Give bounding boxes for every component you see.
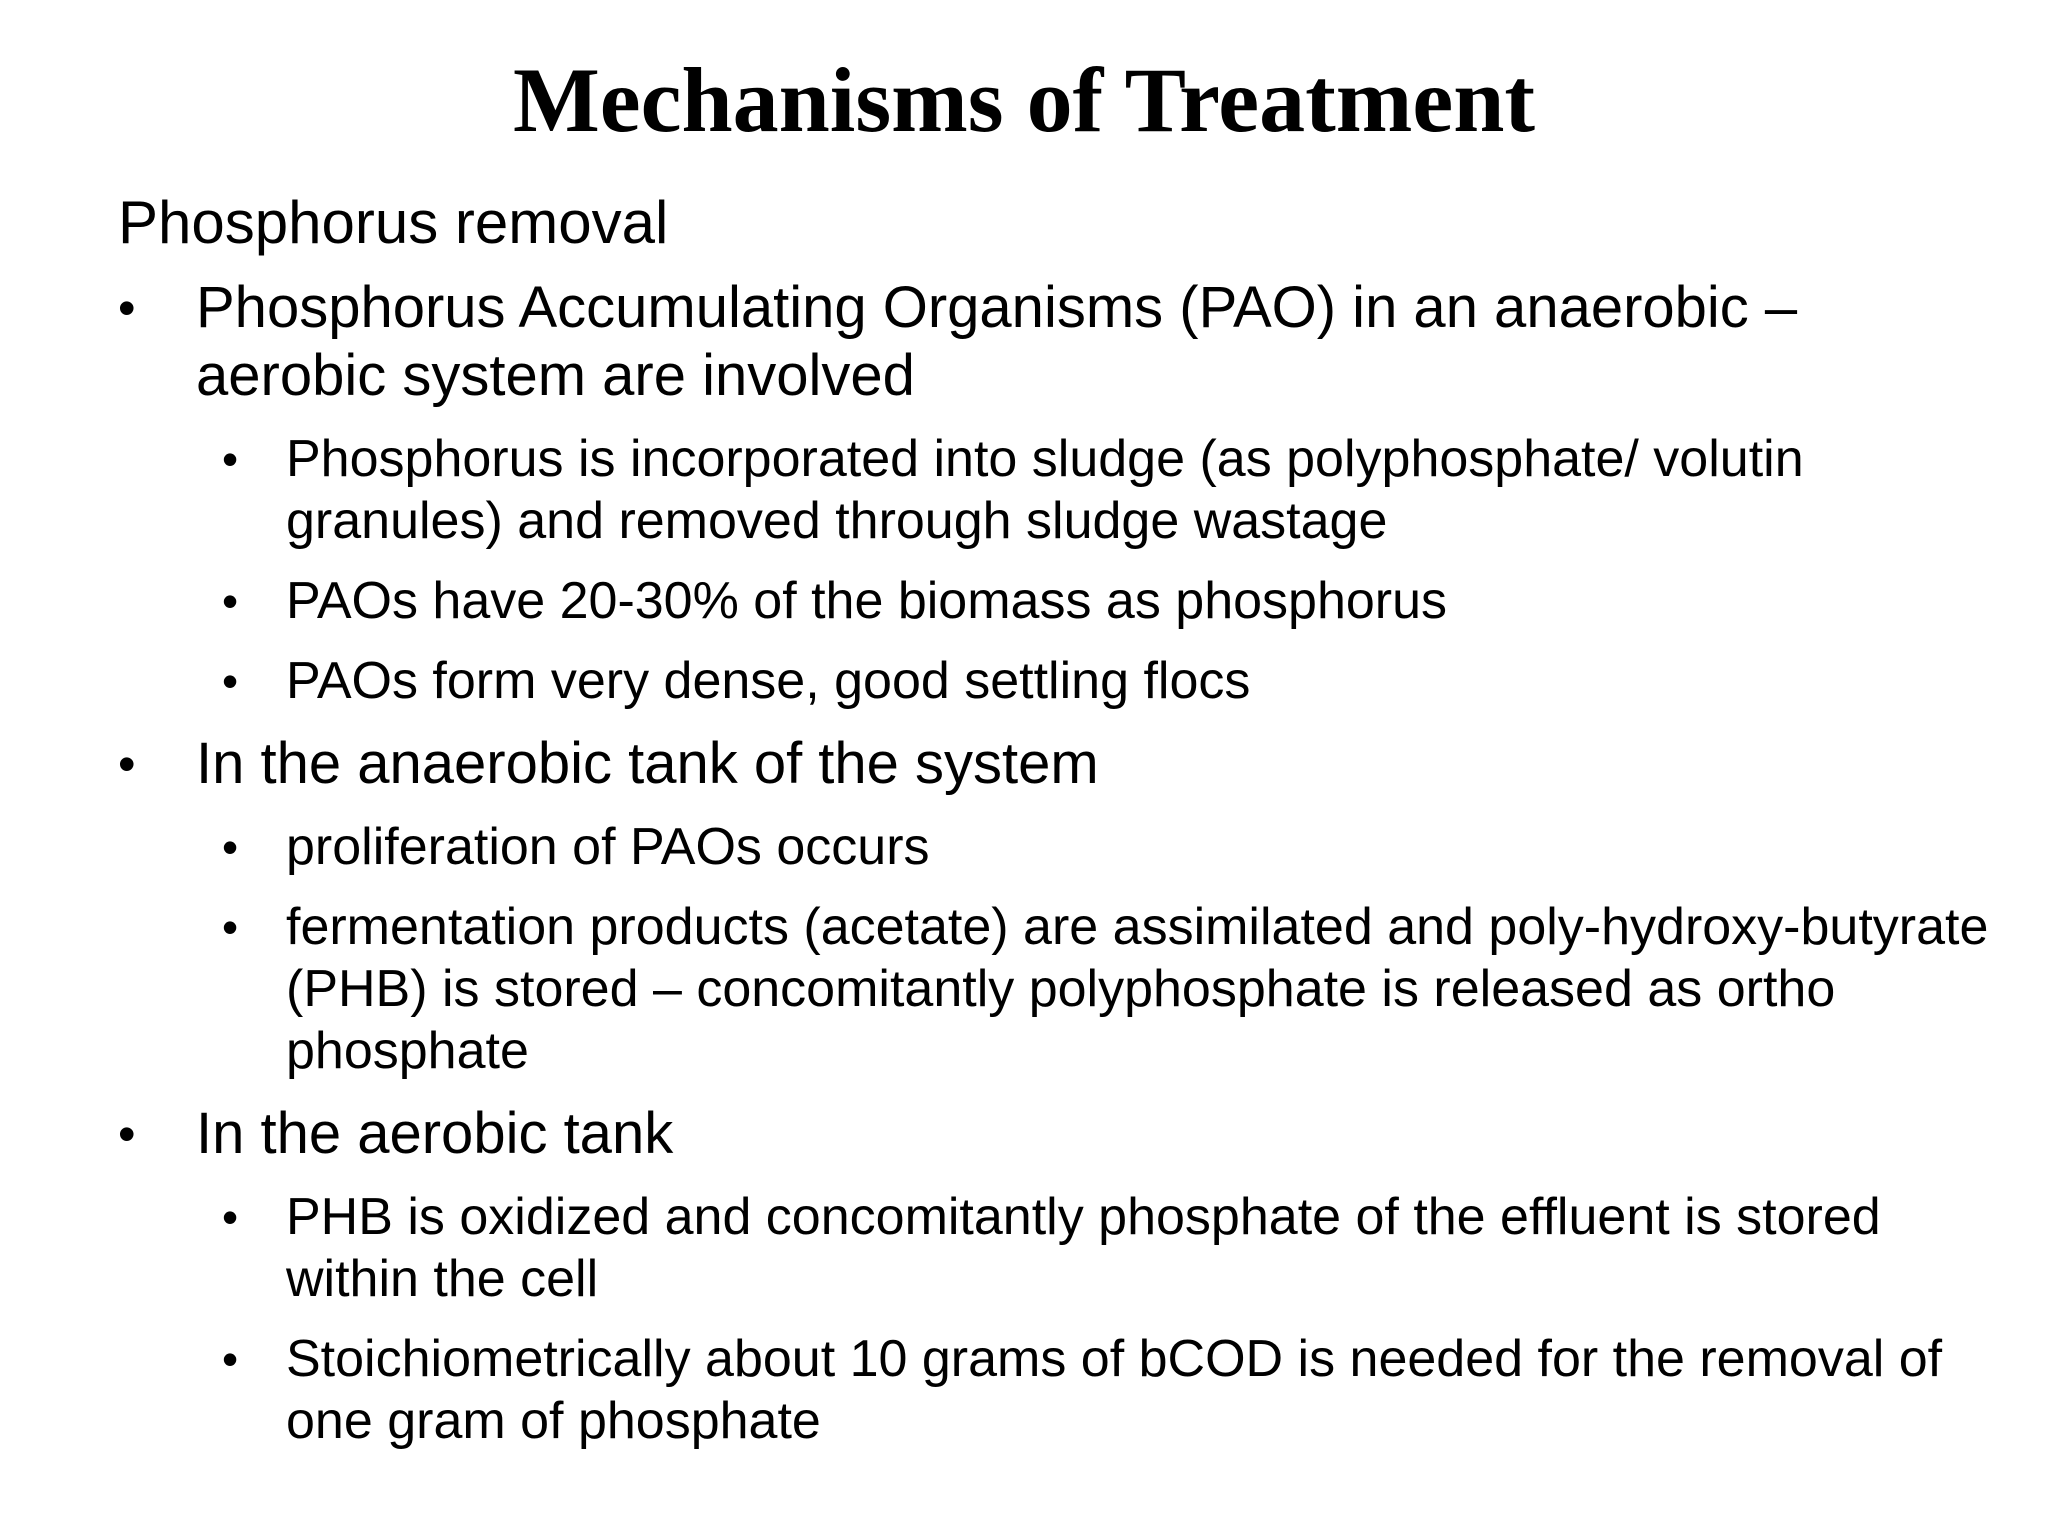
bullet-icon: •: [222, 1333, 239, 1385]
sub-bullet-text: PAOs have 20-30% of the biomass as phosphorus: [286, 572, 1448, 630]
sub-bullet-item: [196, 816, 1998, 878]
bullet-icon: •: [222, 1191, 239, 1243]
bullet-text: In the anaerobic tank of the system: [196, 731, 1099, 796]
sub-bullet-list: [196, 1186, 1998, 1452]
sub-bullet-list: [196, 428, 1998, 712]
sub-bullet-item: [196, 428, 1998, 552]
bullet-text: In the aerobic tank: [196, 1101, 674, 1166]
sub-bullet-text: fermentation products (acetate) are assimilated and poly-hydroxy-butyrate (PHB) is stored – concomitantly polyphosphate is released as ortho phosphate: [286, 898, 1989, 1080]
sub-bullet-text: Phosphorus is incorporated into sludge (as polyphosphate/ volutin granules) and removed through sludge wastage: [286, 430, 1804, 550]
sub-bullet-item: [196, 896, 1998, 1082]
bullet-icon: •: [118, 1106, 136, 1162]
bullet-icon: •: [118, 280, 136, 336]
bullet-item-pao: [118, 274, 1998, 712]
bullet-icon: •: [222, 821, 239, 873]
slide-content: [118, 188, 1998, 1470]
bullet-icon: •: [222, 433, 239, 485]
sub-bullet-text: proliferation of PAOs occurs: [286, 818, 930, 876]
bullet-icon: •: [222, 901, 239, 953]
section-subhead: Phosphorus removal: [118, 189, 669, 256]
sub-bullet-item: [196, 1328, 1998, 1452]
sub-bullet-item: [196, 650, 1998, 712]
sub-bullet-text: Stoichiometrically about 10 grams of bCOD is needed for the removal of one gram of phosphate: [286, 1330, 1943, 1450]
bullet-text: Phosphorus Accumulating Organisms (PAO) in an anaerobic – aerobic system are involved: [196, 275, 1798, 408]
sub-bullet-item: [196, 1186, 1998, 1310]
slide-title: Mechanisms of Treatment: [512, 49, 1536, 151]
sub-bullet-item: [196, 570, 1998, 632]
bullet-list: [118, 274, 1998, 1452]
bullet-icon: •: [222, 575, 239, 627]
sub-bullet-text: PAOs form very dense, good settling flocs: [286, 652, 1251, 710]
sub-bullet-text: PHB is oxidized and concomitantly phosphate of the effluent is stored within the cell: [286, 1188, 1881, 1308]
bullet-icon: •: [222, 655, 239, 707]
bullet-item-anaerobic: [118, 730, 1998, 1082]
bullet-item-aerobic: [118, 1100, 1998, 1452]
bullet-icon: •: [118, 736, 136, 792]
sub-bullet-list: [196, 816, 1998, 1082]
